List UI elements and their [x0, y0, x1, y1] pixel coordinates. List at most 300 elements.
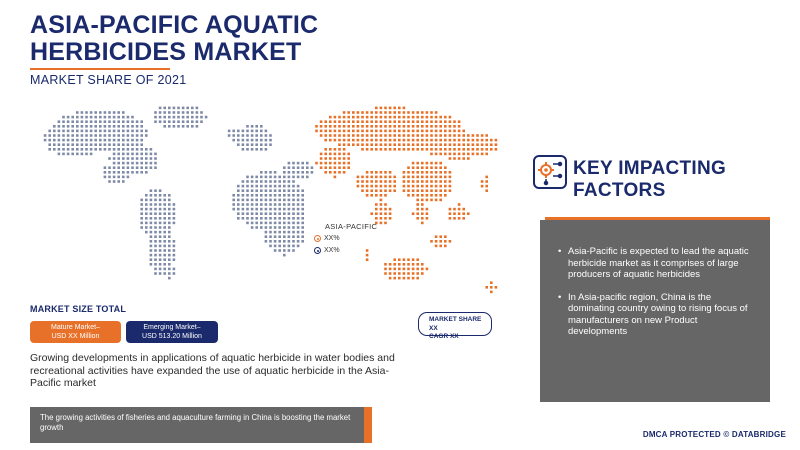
- map-dot: [196, 107, 199, 110]
- map-dot: [311, 171, 314, 174]
- map-dot: [421, 199, 424, 202]
- map-dot: [421, 125, 424, 128]
- map-dot: [269, 139, 272, 142]
- map-dot: [343, 157, 346, 160]
- map-dot: [398, 120, 401, 123]
- map-dot: [173, 111, 176, 114]
- map-dot: [283, 166, 286, 169]
- map-dot: [412, 111, 415, 114]
- map-dot: [71, 153, 74, 156]
- map-dot: [269, 226, 272, 229]
- map-dot: [81, 125, 84, 128]
- map-dot: [154, 157, 157, 160]
- cagr-text: CAGR XX: [429, 333, 459, 340]
- map-dot: [150, 203, 153, 206]
- map-dot: [426, 143, 429, 146]
- map-dot: [85, 143, 88, 146]
- map-dot: [458, 217, 461, 220]
- map-dot: [81, 148, 84, 151]
- map-dot: [301, 217, 304, 220]
- map-dot: [145, 153, 148, 156]
- map-dot: [306, 176, 309, 179]
- map-dot: [357, 139, 360, 142]
- map-dot: [407, 166, 410, 169]
- map-dot: [159, 263, 162, 266]
- map-dot: [347, 134, 350, 137]
- map-dot: [398, 130, 401, 133]
- map-dot: [163, 208, 166, 211]
- map-dot: [104, 116, 107, 119]
- map-dot: [430, 171, 433, 174]
- key-factors-list: [558, 246, 756, 338]
- map-dot: [444, 189, 447, 192]
- map-dot: [375, 176, 378, 179]
- map-dot: [334, 171, 337, 174]
- map-dot: [159, 254, 162, 257]
- map-dot: [242, 199, 245, 202]
- map-dot: [127, 176, 130, 179]
- map-dot: [458, 212, 461, 215]
- map-dot: [122, 120, 125, 123]
- map-dot: [472, 139, 475, 142]
- map-dot: [108, 111, 111, 114]
- map-dot: [329, 157, 332, 160]
- map-dot: [150, 212, 153, 215]
- map-dot: [237, 208, 240, 211]
- map-dot: [136, 148, 139, 151]
- map-dot: [352, 116, 355, 119]
- map-dot: [301, 208, 304, 211]
- map-dot: [375, 120, 378, 123]
- map-dot: [122, 111, 125, 114]
- map-dot: [444, 143, 447, 146]
- map-dot: [108, 166, 111, 169]
- map-dot: [458, 130, 461, 133]
- map-dot: [495, 143, 498, 146]
- map-dot: [108, 157, 111, 160]
- map-dot: [85, 120, 88, 123]
- map-dot: [232, 130, 235, 133]
- map-dot: [292, 222, 295, 225]
- map-dot: [269, 189, 272, 192]
- map-dot: [108, 116, 111, 119]
- map-dot: [449, 153, 452, 156]
- map-dot: [76, 134, 79, 137]
- map-dot: [150, 240, 153, 243]
- map-dot: [338, 148, 341, 151]
- map-dot: [173, 203, 176, 206]
- map-dot: [416, 203, 419, 206]
- map-dot: [140, 203, 143, 206]
- map-dot: [274, 249, 277, 252]
- map-dot: [416, 125, 419, 128]
- map-dot: [352, 125, 355, 128]
- map-dot: [122, 176, 125, 179]
- map-dot: [81, 153, 84, 156]
- map-dot: [403, 180, 406, 183]
- map-dot: [430, 148, 433, 151]
- map-dot: [283, 231, 286, 234]
- map-dot: [150, 153, 153, 156]
- map-dot: [154, 111, 157, 114]
- map-dot: [472, 153, 475, 156]
- map-dot: [104, 111, 107, 114]
- map-dot: [444, 134, 447, 137]
- map-dot: [329, 153, 332, 156]
- map-dot: [297, 222, 300, 225]
- map-dot: [255, 130, 258, 133]
- map-dot: [324, 171, 327, 174]
- emerging-market-label: Emerging Market–: [143, 324, 201, 331]
- map-dot: [398, 268, 401, 271]
- map-dot: [412, 171, 415, 174]
- map-dot: [288, 185, 291, 188]
- map-dot: [173, 249, 176, 252]
- map-dot: [481, 134, 484, 137]
- map-dot: [108, 176, 111, 179]
- map-dot: [320, 153, 323, 156]
- map-dot: [384, 222, 387, 225]
- map-dot: [370, 139, 373, 142]
- map-dot: [140, 143, 143, 146]
- map-dot: [366, 254, 369, 257]
- map-dot: [449, 125, 452, 128]
- map-dot: [278, 203, 281, 206]
- map-dot: [140, 162, 143, 165]
- map-dot: [334, 166, 337, 169]
- map-dot: [329, 125, 332, 128]
- map-dot: [246, 222, 249, 225]
- map-dot: [426, 148, 429, 151]
- map-dot: [389, 208, 392, 211]
- copyright-footer: DMCA PROTECTED © DATABRIDGE: [642, 430, 786, 439]
- map-dot: [352, 130, 355, 133]
- map-dot: [81, 120, 84, 123]
- map-dot: [426, 194, 429, 197]
- map-dot: [311, 166, 314, 169]
- map-dot: [154, 268, 157, 271]
- map-dot: [274, 185, 277, 188]
- map-dot: [269, 176, 272, 179]
- map-dot: [490, 286, 493, 289]
- map-dot: [44, 134, 47, 137]
- map-dot: [357, 125, 360, 128]
- map-dot: [393, 258, 396, 261]
- map-dot: [246, 180, 249, 183]
- map-dot: [301, 240, 304, 243]
- map-dot: [352, 143, 355, 146]
- map-dot: [292, 212, 295, 215]
- map-dot: [237, 185, 240, 188]
- map-dot: [343, 125, 346, 128]
- map-dot: [283, 189, 286, 192]
- map-dot: [357, 111, 360, 114]
- map-dot: [94, 148, 97, 151]
- map-dot: [343, 134, 346, 137]
- map-dot: [283, 240, 286, 243]
- map-dot: [182, 125, 185, 128]
- map-dot: [117, 116, 120, 119]
- map-dot: [306, 166, 309, 169]
- map-dot: [357, 176, 360, 179]
- map-dot: [265, 226, 268, 229]
- map-dot: [154, 263, 157, 266]
- map-dot: [398, 125, 401, 128]
- map-dot: [389, 277, 392, 280]
- map-dot: [53, 139, 56, 142]
- map-dot: [412, 166, 415, 169]
- map-dot: [251, 194, 254, 197]
- map-dot: [292, 240, 295, 243]
- map-dot: [265, 212, 268, 215]
- map-dot: [255, 189, 258, 192]
- map-dot: [481, 180, 484, 183]
- map-dot: [370, 212, 373, 215]
- map-dot: [154, 258, 157, 261]
- map-dot: [48, 143, 51, 146]
- map-dot: [297, 226, 300, 229]
- region-stat-row-1: [314, 235, 340, 242]
- map-dot: [329, 162, 332, 165]
- map-dot: [462, 134, 465, 137]
- map-dot: [145, 203, 148, 206]
- map-dot: [403, 148, 406, 151]
- map-dot: [288, 199, 291, 202]
- map-dot: [163, 263, 166, 266]
- map-dot: [453, 212, 456, 215]
- map-dot: [145, 231, 148, 234]
- map-dot: [343, 162, 346, 165]
- map-dot: [255, 199, 258, 202]
- map-dot: [81, 111, 84, 114]
- map-dot: [439, 199, 442, 202]
- map-dot: [136, 130, 139, 133]
- map-dot: [375, 212, 378, 215]
- map-dot: [278, 245, 281, 248]
- map-dot: [467, 153, 470, 156]
- map-dot: [449, 176, 452, 179]
- map-dot: [439, 148, 442, 151]
- map-dot: [76, 148, 79, 151]
- map-dot: [453, 153, 456, 156]
- map-dot: [485, 176, 488, 179]
- map-dot: [416, 116, 419, 119]
- map-dot: [435, 134, 438, 137]
- map-dot: [361, 130, 364, 133]
- map-dot: [117, 134, 120, 137]
- map-dot: [495, 286, 498, 289]
- map-dot: [168, 268, 171, 271]
- map-dot: [260, 199, 263, 202]
- key-factors-title-line1: KEY IMPACTING: [573, 158, 727, 179]
- map-dot: [168, 107, 171, 110]
- map-dot: [122, 125, 125, 128]
- map-dot: [122, 166, 125, 169]
- map-dot: [237, 143, 240, 146]
- map-dot: [260, 180, 263, 183]
- map-dot: [269, 231, 272, 234]
- map-dot: [242, 189, 245, 192]
- map-dot: [108, 148, 111, 151]
- map-dot: [416, 194, 419, 197]
- map-dot: [389, 272, 392, 275]
- map-dot: [393, 143, 396, 146]
- map-dot: [67, 153, 70, 156]
- map-dot: [173, 254, 176, 257]
- map-dot: [255, 212, 258, 215]
- map-dot: [403, 139, 406, 142]
- map-dot: [435, 245, 438, 248]
- map-dot: [407, 185, 410, 188]
- map-dot: [117, 111, 120, 114]
- map-dot: [140, 171, 143, 174]
- map-dot: [163, 212, 166, 215]
- map-dot: [380, 176, 383, 179]
- map-dot: [246, 199, 249, 202]
- map-dot: [384, 185, 387, 188]
- map-dot: [265, 189, 268, 192]
- map-dot: [62, 139, 65, 142]
- map-dot: [145, 194, 148, 197]
- map-dot: [435, 120, 438, 123]
- map-dot: [393, 180, 396, 183]
- map-dot: [435, 148, 438, 151]
- map-dot: [375, 217, 378, 220]
- map-dot: [430, 111, 433, 114]
- map-dot: [255, 222, 258, 225]
- map-dot: [357, 134, 360, 137]
- map-dot: [393, 107, 396, 110]
- map-dot: [159, 194, 162, 197]
- map-dot: [398, 272, 401, 275]
- map-dot: [127, 134, 130, 137]
- map-dot: [251, 176, 254, 179]
- map-dot: [375, 139, 378, 142]
- map-dot: [426, 125, 429, 128]
- map-dot: [393, 176, 396, 179]
- map-dot: [375, 171, 378, 174]
- map-dot: [113, 116, 116, 119]
- map-dot: [76, 153, 79, 156]
- map-dot: [490, 148, 493, 151]
- map-dot: [265, 185, 268, 188]
- map-dot: [191, 116, 194, 119]
- map-dot: [495, 139, 498, 142]
- map-dot: [154, 153, 157, 156]
- map-dot: [113, 153, 116, 156]
- map-dot: [375, 111, 378, 114]
- map-dot: [140, 134, 143, 137]
- map-dot: [375, 203, 378, 206]
- map-dot: [145, 199, 148, 202]
- map-dot: [375, 107, 378, 110]
- map-dot: [426, 120, 429, 123]
- map-dot: [228, 130, 231, 133]
- map-dot: [67, 143, 70, 146]
- map-dot: [292, 217, 295, 220]
- map-dot: [191, 107, 194, 110]
- map-dot: [416, 217, 419, 220]
- map-dot: [416, 268, 419, 271]
- map-dot: [108, 120, 111, 123]
- map-dot: [288, 166, 291, 169]
- map-dot: [283, 226, 286, 229]
- map-dot: [237, 212, 240, 215]
- map-dot: [113, 111, 116, 114]
- map-dot: [343, 166, 346, 169]
- map-dot: [251, 222, 254, 225]
- map-dot: [283, 171, 286, 174]
- map-dot: [453, 139, 456, 142]
- map-dot: [292, 189, 295, 192]
- map-dot: [255, 185, 258, 188]
- map-dot: [53, 125, 56, 128]
- map-dot: [389, 139, 392, 142]
- map-dot: [389, 116, 392, 119]
- map-dot: [481, 185, 484, 188]
- map-dot: [131, 166, 134, 169]
- map-dot: [251, 199, 254, 202]
- map-dot: [403, 185, 406, 188]
- map-dot: [357, 185, 360, 188]
- map-dot: [104, 176, 107, 179]
- map-dot: [403, 268, 406, 271]
- map-dot: [242, 143, 245, 146]
- map-dot: [122, 153, 125, 156]
- map-dot: [407, 180, 410, 183]
- map-dot: [324, 153, 327, 156]
- map-dot: [269, 240, 272, 243]
- map-dot: [380, 212, 383, 215]
- map-dot: [53, 148, 56, 151]
- location-pin-icon: [314, 247, 321, 254]
- map-dot: [196, 125, 199, 128]
- map-dot: [255, 194, 258, 197]
- map-dot: [288, 231, 291, 234]
- map-dot: [246, 125, 249, 128]
- map-dot: [416, 130, 419, 133]
- map-dot: [380, 171, 383, 174]
- map-dot: [131, 130, 134, 133]
- map-dot: [380, 148, 383, 151]
- map-dot: [421, 185, 424, 188]
- map-dot: [159, 272, 162, 275]
- map-dot: [67, 134, 70, 137]
- map-dot: [251, 208, 254, 211]
- map-dot: [361, 185, 364, 188]
- map-dot: [435, 166, 438, 169]
- map-dot: [140, 153, 143, 156]
- map-dot: [159, 258, 162, 261]
- map-dot: [398, 148, 401, 151]
- map-dot: [439, 125, 442, 128]
- map-dot: [136, 157, 139, 160]
- map-dot: [104, 120, 107, 123]
- map-dot: [334, 176, 337, 179]
- map-dot: [320, 134, 323, 137]
- map-dot: [485, 180, 488, 183]
- map-dot: [416, 180, 419, 183]
- map-dot: [150, 245, 153, 248]
- map-dot: [278, 180, 281, 183]
- map-dot: [173, 240, 176, 243]
- map-dot: [71, 116, 74, 119]
- map-dot: [159, 203, 162, 206]
- map-dot: [412, 134, 415, 137]
- map-dot: [384, 130, 387, 133]
- map-dot: [439, 166, 442, 169]
- map-dot: [297, 162, 300, 165]
